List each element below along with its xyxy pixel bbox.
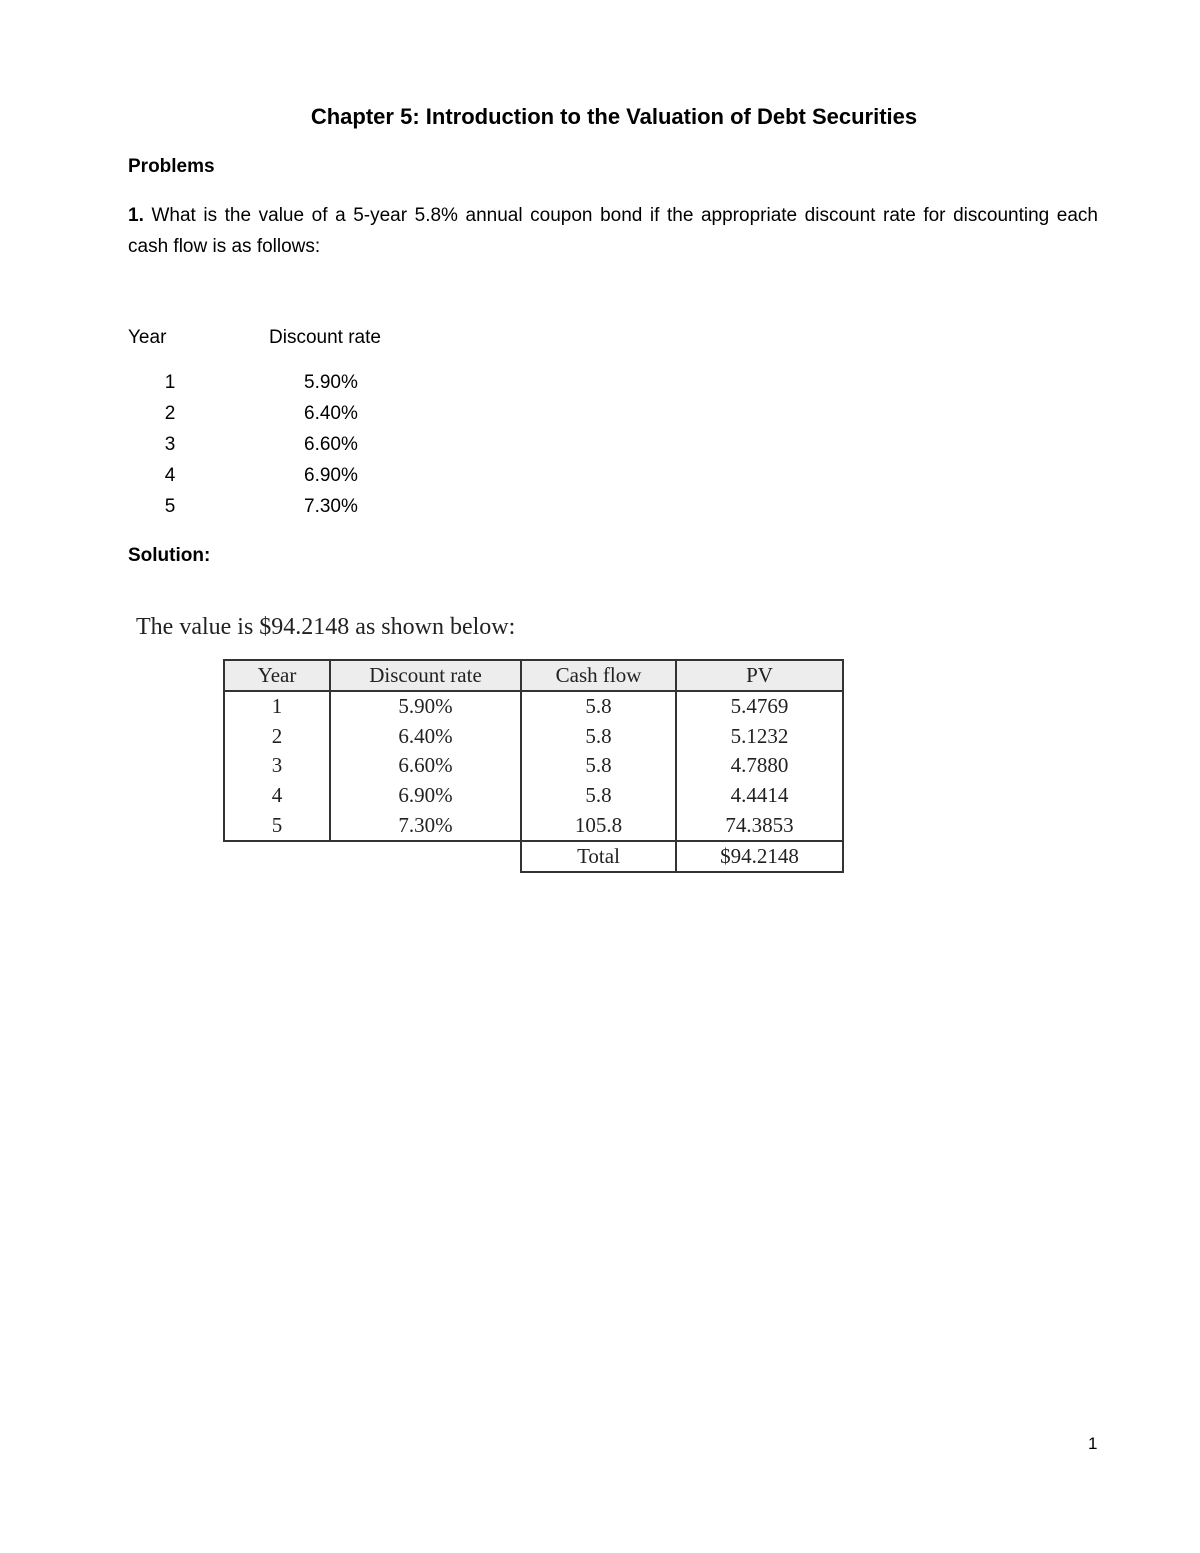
problems-heading: Problems (128, 156, 215, 177)
header-year: Year (224, 660, 330, 691)
cell-pv: 4.4414 (676, 781, 843, 811)
cell-rate: 6.90% (330, 781, 521, 811)
problem-question (128, 200, 1098, 262)
cell-rate: 6.40% (330, 722, 521, 752)
table-row (224, 751, 843, 781)
solution-table (223, 659, 844, 873)
rate-value: 6.90% (304, 465, 358, 486)
cell-rate: 6.60% (330, 751, 521, 781)
cell-pv: 4.7880 (676, 751, 843, 781)
empty-cell (224, 841, 330, 872)
rate-value: 6.60% (304, 434, 358, 455)
table-row (224, 691, 843, 722)
question-text: What is the value of a 5-year 5.8% annual coupon bond if the appropriate discount rate for discounting each cash flow is as follows: (128, 205, 1098, 257)
table-row (224, 722, 843, 752)
rate-table-row (128, 434, 428, 465)
cell-year: 2 (224, 722, 330, 752)
rate-year: 1 (164, 372, 176, 393)
rate-table-row (128, 372, 428, 403)
page-title: Chapter 5: Introduction to the Valuation of Debt Securities (310, 104, 918, 129)
rate-table-row (128, 465, 428, 496)
rate-table-rate-header: Discount rate (269, 327, 381, 348)
cell-cash: 5.8 (521, 751, 676, 781)
cell-rate: 7.30% (330, 810, 521, 841)
rate-value: 6.40% (304, 403, 358, 424)
rate-year: 3 (164, 434, 176, 455)
value-statement: The value is $94.2148 as shown below: (136, 614, 516, 640)
header-discount-rate: Discount rate (330, 660, 521, 691)
header-pv: PV (676, 660, 843, 691)
cell-cash: 5.8 (521, 722, 676, 752)
solution-heading: Solution: (128, 545, 211, 566)
cell-pv: 5.4769 (676, 691, 843, 722)
rate-year: 4 (164, 465, 176, 486)
question-number: 1. (128, 205, 144, 226)
rate-value: 7.30% (304, 496, 358, 517)
cell-cash: 5.8 (521, 691, 676, 722)
cell-rate: 5.90% (330, 691, 521, 722)
cell-year: 1 (224, 691, 330, 722)
cell-cash: 105.8 (521, 810, 676, 841)
total-label: Total (521, 841, 676, 872)
empty-cell (330, 841, 521, 872)
rate-year: 5 (164, 496, 176, 517)
cell-year: 4 (224, 781, 330, 811)
total-value: $94.2148 (676, 841, 843, 872)
table-row (224, 810, 843, 841)
cell-pv: 5.1232 (676, 722, 843, 752)
page-number: 1 (1088, 1434, 1098, 1453)
cell-cash: 5.8 (521, 781, 676, 811)
rate-year: 2 (164, 403, 176, 424)
cell-year: 3 (224, 751, 330, 781)
rate-table-row (128, 496, 428, 527)
rate-table-row (128, 403, 428, 434)
table-row (224, 781, 843, 811)
rate-value: 5.90% (304, 372, 358, 393)
cell-pv: 74.3853 (676, 810, 843, 841)
rate-table-year-header: Year (128, 327, 167, 348)
solution-table-header-row (224, 660, 843, 691)
header-cash-flow: Cash flow (521, 660, 676, 691)
cell-year: 5 (224, 810, 330, 841)
total-row (224, 841, 843, 872)
